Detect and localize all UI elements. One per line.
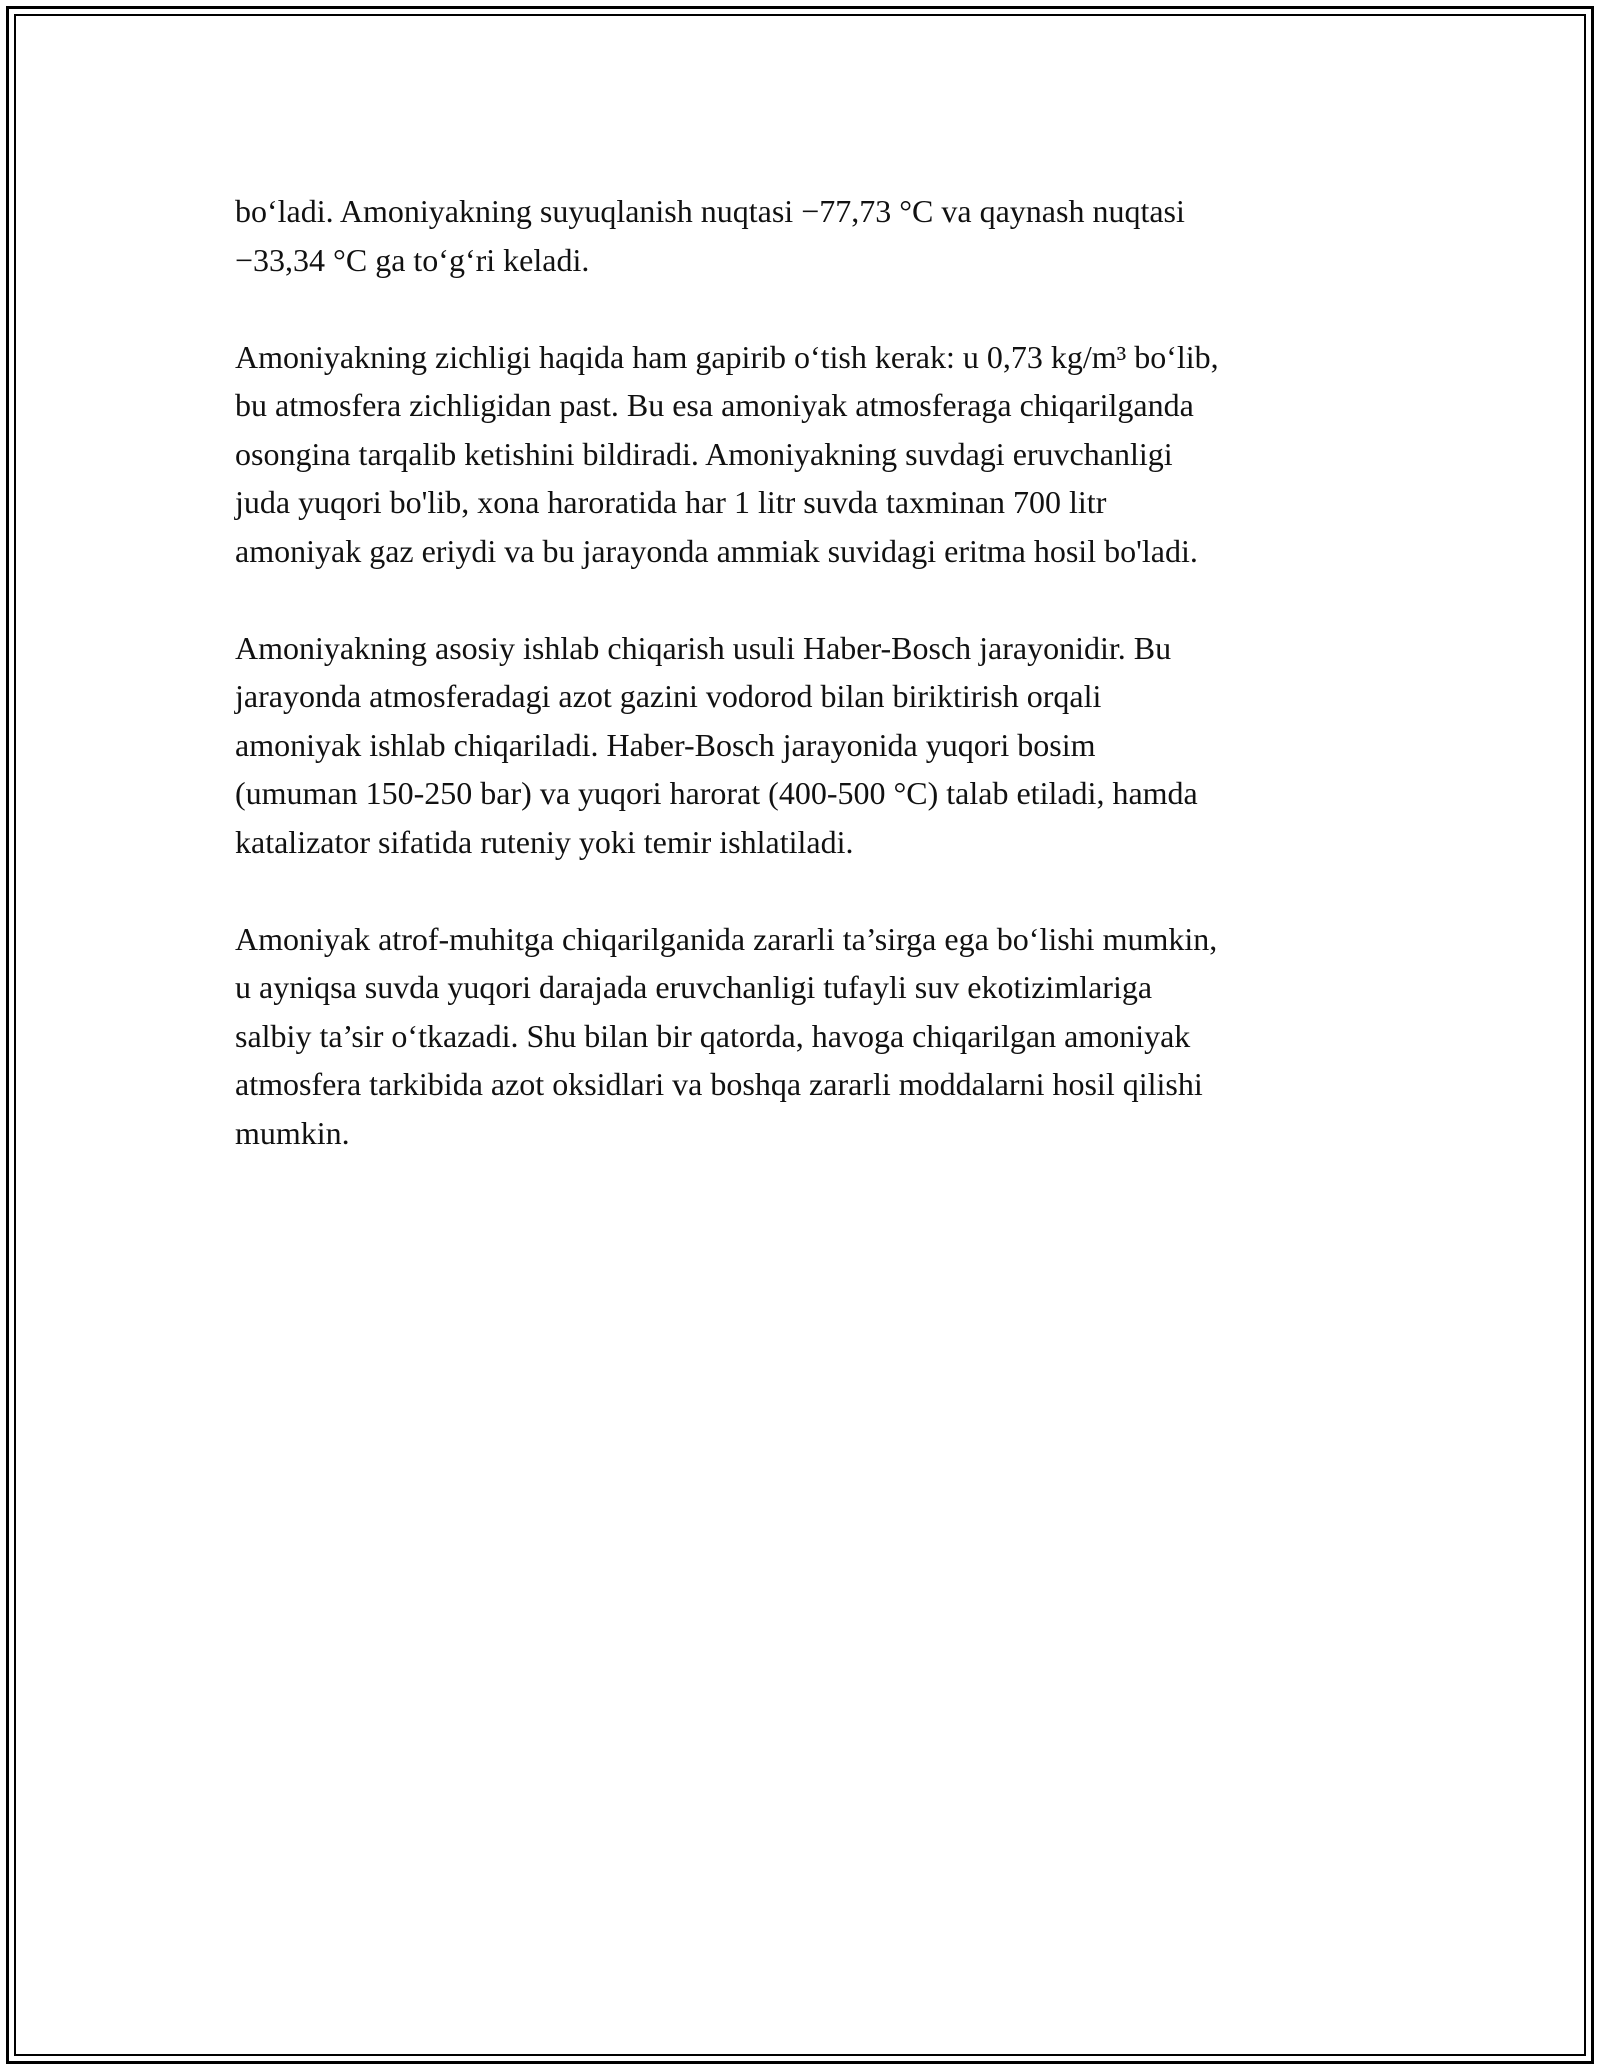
text-line: jarayonda atmosferadagi azot gazini vodorod bilan biriktirish orqali [235,678,1102,714]
paragraph-density-solubility [235,333,1375,576]
text-line: Amoniyak atrof-muhitga chiqarilganida zararli ta’sirga ega bo‘lishi mumkin, [235,920,1218,957]
text-line: Amoniyakning asosiy ishlab chiqarish usuli Haber-Bosch jarayonidir. Bu [235,629,1172,666]
paragraph-environmental-impact [235,915,1375,1158]
text-line: salbiy ta’sir o‘tkazadi. Shu bilan bir qatorda, havoga chiqarilgan amoniyak [235,1017,1191,1054]
text-line: katalizator sifatida ruteniy yoki temir ishlatiladi. [235,823,854,860]
document-body [235,187,1375,1206]
text-line: amoniyak ishlab chiqariladi. Haber-Bosch jarayonida yuqori bosim [235,726,1096,763]
text-line: Amoniyakning zichligi haqida ham gapirib o‘tish kerak: u 0,73 kg/m³ bo‘lib, [235,338,1219,375]
text-line: amoniyak gaz eriydi va bu jarayonda ammiak suvidagi eritma hosil bo'ladi. [235,532,1198,569]
text-line: −33,34 °C ga to‘g‘ri keladi. [235,241,590,278]
text-line: juda yuqori bo'lib, xona haroratida har 1 litr suvda taxminan 700 litr [235,484,1107,520]
text-line: atmosfera tarkibida azot oksidlari va boshqa zararli moddalarni hosil qilishi [235,1066,1203,1102]
text-line: (umuman 150-250 bar) va yuqori harorat (400-500 °C) talab etiladi, hamda [235,775,1198,811]
text-line: osongina tarqalib ketishini bildiradi. Amoniyakning suvdagi eruvchanligi [235,435,1173,472]
text-line: bo‘ladi. Amoniyakning suyuqlanish nuqtasi −77,73 °C va qaynash nuqtasi [235,193,1185,229]
paragraph-melting-boiling-points [235,187,1375,284]
text-line: u ayniqsa suvda yuqori darajada eruvchanligi tufayli suv ekotizimlariga [235,969,1153,1005]
text-line: bu atmosfera zichligidan past. Bu esa amoniyak atmosferaga chiqarilganda [235,387,1194,423]
paragraph-haber-bosch [235,624,1375,867]
text-line: mumkin. [235,1114,350,1151]
